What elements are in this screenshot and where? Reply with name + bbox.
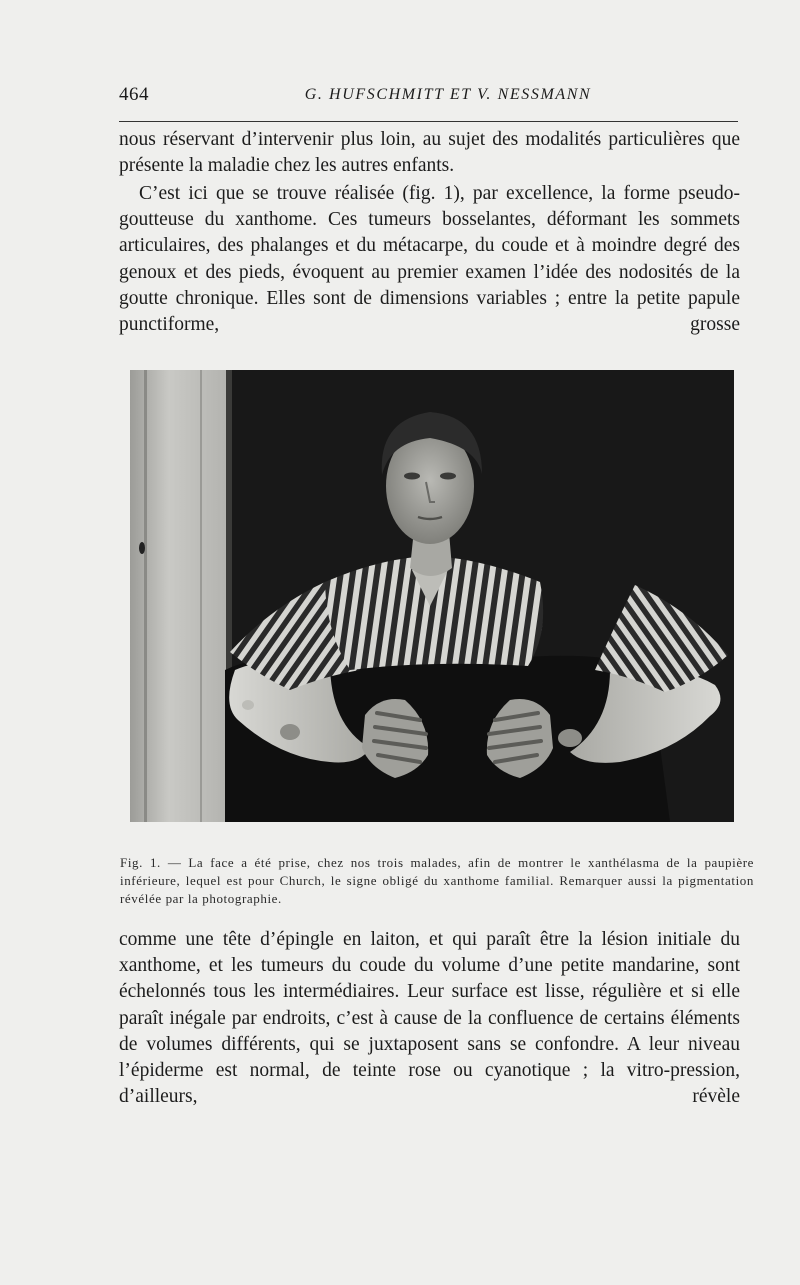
- page-number: 464: [119, 84, 149, 105]
- figure-caption: Fig. 1. — La face a été prise, chez nos trois malades, afin de montrer le xanthélasma de la paupière inférieure, lequel est pour Church, le signe obligé du xanthome familial. Remarquer aussi la pigmentation révélée par la photographie.: [120, 855, 754, 906]
- body-paragraph-3: comme une tête d’épingle en laiton, et qui paraît être la lésion initiale du xanthome, et les tumeurs du coude du volume d’une petite mandarine, sont échelonnés tous les intermédiaires. Leur surface est lisse, régulière et si elle paraît inégale par endroits, c’est à cause de la confluence de certains éléments de volumes différents, qui se juxtaposent sans se confondre. A leur niveau l’épiderme est normal, de teinte rose ou cyanotique ; la vitro-pression, d’ailleurs, révèle: [119, 929, 740, 1108]
- running-head: [119, 84, 737, 110]
- running-title: G. HUFSCHMITT ET V. NESSMANN: [304, 86, 592, 103]
- body-paragraph-2: C’est ici que se trouve réalisée (fig. 1), par excellence, la forme pseudo-goutteuse du xanthome. Ces tumeurs bosselantes, déformant les sommets articulaires, des phalanges et du métacarpe, du coude et à moindre degré des genoux et des pieds, évoquent au premier examen l’idée des nodosités de la goutte chronique. Elles sont de dimensions variables ; entre la petite papule punctiforme, grosse: [119, 183, 740, 336]
- body-paragraph-1: nous réservant d’intervenir plus loin, au sujet des modalités particulières que présente la maladie chez les autres enfants.: [119, 129, 740, 177]
- figure-photograph: [130, 370, 734, 822]
- patient-photograph: [130, 370, 734, 822]
- header-rule: [119, 121, 738, 122]
